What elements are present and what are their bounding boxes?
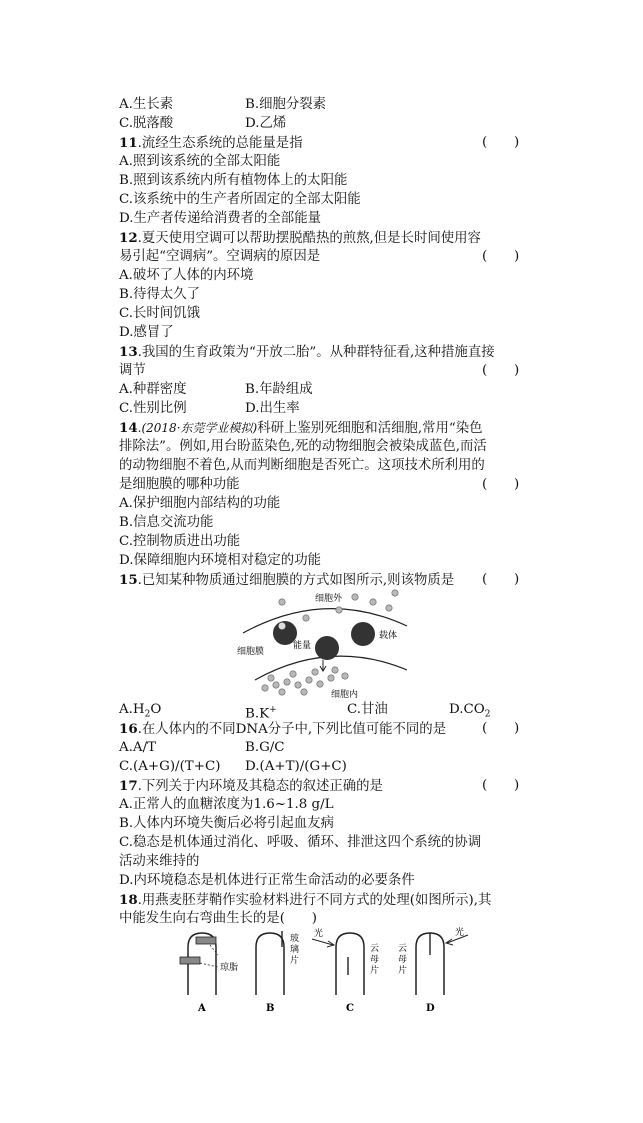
q18-stem-line1 xyxy=(119,891,491,910)
q12-option-c: C.长时间饥饿 xyxy=(119,306,200,321)
q15-stem-text: .已知某种物质通过细胞膜的方式如图所示,则该物质是 xyxy=(137,573,455,588)
label-energy: 能量 xyxy=(293,641,312,651)
carrier-protein-3 xyxy=(351,622,375,646)
q17-answer-blank: ( ) xyxy=(482,778,520,793)
label-light-c: 光 xyxy=(314,929,324,939)
q16-option-a: A.A/T xyxy=(119,740,157,755)
label-agar: 琼脂 xyxy=(220,963,239,973)
carrier-protein-2 xyxy=(315,636,339,660)
q15-option-c: C.甘油 xyxy=(347,702,388,717)
q11-stem xyxy=(119,134,303,153)
q14-option-d: D.保障细胞内环境相对稳定的功能 xyxy=(119,553,321,568)
q10-option-d: D.乙烯 xyxy=(245,116,287,131)
q11-option-d: D.生产者传递给消费者的全部能量 xyxy=(119,211,321,226)
label-d: D xyxy=(426,1003,435,1014)
q14-stem-text: 科研上鉴别死细胞和活细胞,常用“染色 xyxy=(257,421,483,436)
q13-option-b: B.年龄组成 xyxy=(245,382,313,397)
coleoptile-d xyxy=(398,926,468,995)
coleoptile-a xyxy=(180,933,238,995)
q15-membrane-transport-figure xyxy=(235,588,410,698)
q18-stem-line2-text: 中能发生向右弯曲生长的是 xyxy=(119,911,280,926)
label-outside: 细胞外 xyxy=(315,594,343,604)
q14-answer-blank: ( ) xyxy=(482,477,520,492)
q16-option-b: B.G/C xyxy=(245,740,285,755)
label-light-d: 光 xyxy=(455,928,465,938)
label-membrane: 细胞膜 xyxy=(237,647,265,657)
q18-stem-text: .用燕麦胚芽鞘作实验材料进行不同方式的处理(如图所示),其 xyxy=(137,893,492,908)
label-carrier: 载体 xyxy=(379,631,398,641)
q12-stem-text: .夏天使用空调可以帮助摆脱酷热的煎熬,但是长时间使用容 xyxy=(137,231,481,246)
label-glass: 玻璃片 xyxy=(290,934,300,966)
q14-stem-line1 xyxy=(119,419,483,438)
q15-number: 15 xyxy=(119,572,138,588)
q13-stem-text: .我国的生育政策为“开放二胎”。从种群特征看,这种措施直接 xyxy=(137,345,495,360)
q14-stem-line4: 是细胞膜的哪种功能 xyxy=(119,477,240,492)
q12-stem-line1 xyxy=(119,229,481,248)
q14-option-b: B.信息交流功能 xyxy=(119,515,214,530)
q18-number: 18 xyxy=(119,892,138,908)
q17-option-c-line2: 活动来维持的 xyxy=(119,854,200,869)
q11-option-a: A.照到该系统的全部太阳能 xyxy=(119,154,281,169)
bound-molecule xyxy=(279,623,286,630)
q10-option-c: C.脱落酸 xyxy=(119,116,174,131)
membrane-outer-line xyxy=(243,609,407,633)
label-inside: 细胞内 xyxy=(331,690,359,698)
q12-option-d: D.感冒了 xyxy=(119,325,174,340)
q18-answer-blank: ( ) xyxy=(279,911,317,926)
q12-stem-line2: 易引起“空调病”。空调病的原因是 xyxy=(119,249,321,264)
q14-stem-line3: 的动物细胞不着色,从而判断细胞是否死亡。这项技术所利用的 xyxy=(119,458,485,473)
q17-stem-text: .下列关于内环境及其稳态的叙述正确的是 xyxy=(137,779,383,794)
q11-option-b: B.照到该系统内所有植物体上的太阳能 xyxy=(119,173,348,188)
q12-option-a: A.破坏了人体的内环境 xyxy=(119,268,254,283)
q12-answer-blank: ( ) xyxy=(482,249,520,264)
coleoptile-c xyxy=(312,927,379,995)
q10-option-a: A.生长素 xyxy=(119,97,174,112)
q17-option-b: B.人体内环境失衡后必将引起血友病 xyxy=(119,816,334,831)
coleoptile-labels xyxy=(197,1003,435,1014)
q13-stem-line2: 调节 xyxy=(119,363,146,378)
q10-option-b: B.细胞分裂素 xyxy=(245,97,327,112)
q13-option-c: C.性别比例 xyxy=(119,401,187,416)
q16-stem xyxy=(119,720,446,739)
q12-option-b: B.待得太久了 xyxy=(119,287,201,302)
coleoptile-b xyxy=(256,931,299,995)
q15-option-d: $D.CO_2$ xyxy=(449,702,491,720)
q18-coleoptile-figure xyxy=(170,925,470,1015)
q14-option-a: A.保护细胞内部结构的功能 xyxy=(119,496,281,511)
q13-stem-line1 xyxy=(119,343,495,362)
q13-answer-blank: ( ) xyxy=(482,363,520,378)
q16-number: 16 xyxy=(119,721,138,737)
q16-stem-text: .在人体内的不同DNA分子中,下列比值可能不同的是 xyxy=(137,722,447,737)
q17-stem xyxy=(119,777,383,796)
q17-option-a: A.正常人的血糖浓度为1.6~1.8 g/L xyxy=(119,797,334,812)
q13-option-d: D.出生率 xyxy=(245,401,300,416)
label-mica-d: 云母片 xyxy=(398,944,408,976)
q11-number: 11 xyxy=(119,135,138,151)
q13-option-a: A.种群密度 xyxy=(119,382,187,397)
q15-option-a: $A.H_2O$ xyxy=(119,702,162,720)
q15-option-b: B.K+ xyxy=(245,705,277,722)
q11-answer-blank: ( ) xyxy=(482,135,520,150)
q11-option-c: C.该系统中的生产者所固定的全部太阳能 xyxy=(119,192,361,207)
q17-number: 17 xyxy=(119,778,138,794)
q15-answer-blank: ( ) xyxy=(482,572,520,587)
agar-block-top xyxy=(196,937,216,944)
label-mica-c: 云母片 xyxy=(370,944,380,976)
label-a: A xyxy=(198,1003,206,1014)
q13-number: 13 xyxy=(119,344,138,360)
q14-stem-line2: 排除法”。例如,用台盼蓝染色,死的动物细胞会被染成蓝色,而活 xyxy=(119,439,487,454)
q14-source: .(2018·东莞学业模拟) xyxy=(137,421,258,435)
q16-answer-blank: ( ) xyxy=(482,721,520,736)
label-b: B xyxy=(266,1003,275,1014)
q17-option-d: D.内环境稳态是机体进行正常生命活动的必要条件 xyxy=(119,873,415,888)
q16-option-c: C.(A+G)/(T+C) xyxy=(119,759,221,774)
label-c: C xyxy=(346,1003,354,1014)
q14-option-c: C.控制物质进出功能 xyxy=(119,534,241,549)
q14-number: 14 xyxy=(119,420,138,436)
q11-stem-text: .流经生态系统的总能量是指 xyxy=(137,136,303,151)
q12-number: 12 xyxy=(119,230,138,246)
q16-option-d: D.(A+T)/(G+C) xyxy=(245,759,347,774)
agar-block-side xyxy=(180,957,200,964)
q17-option-c-line1: C.稳态是机体通过消化、呼吸、循环、排泄这四个系统的协调 xyxy=(119,835,482,850)
